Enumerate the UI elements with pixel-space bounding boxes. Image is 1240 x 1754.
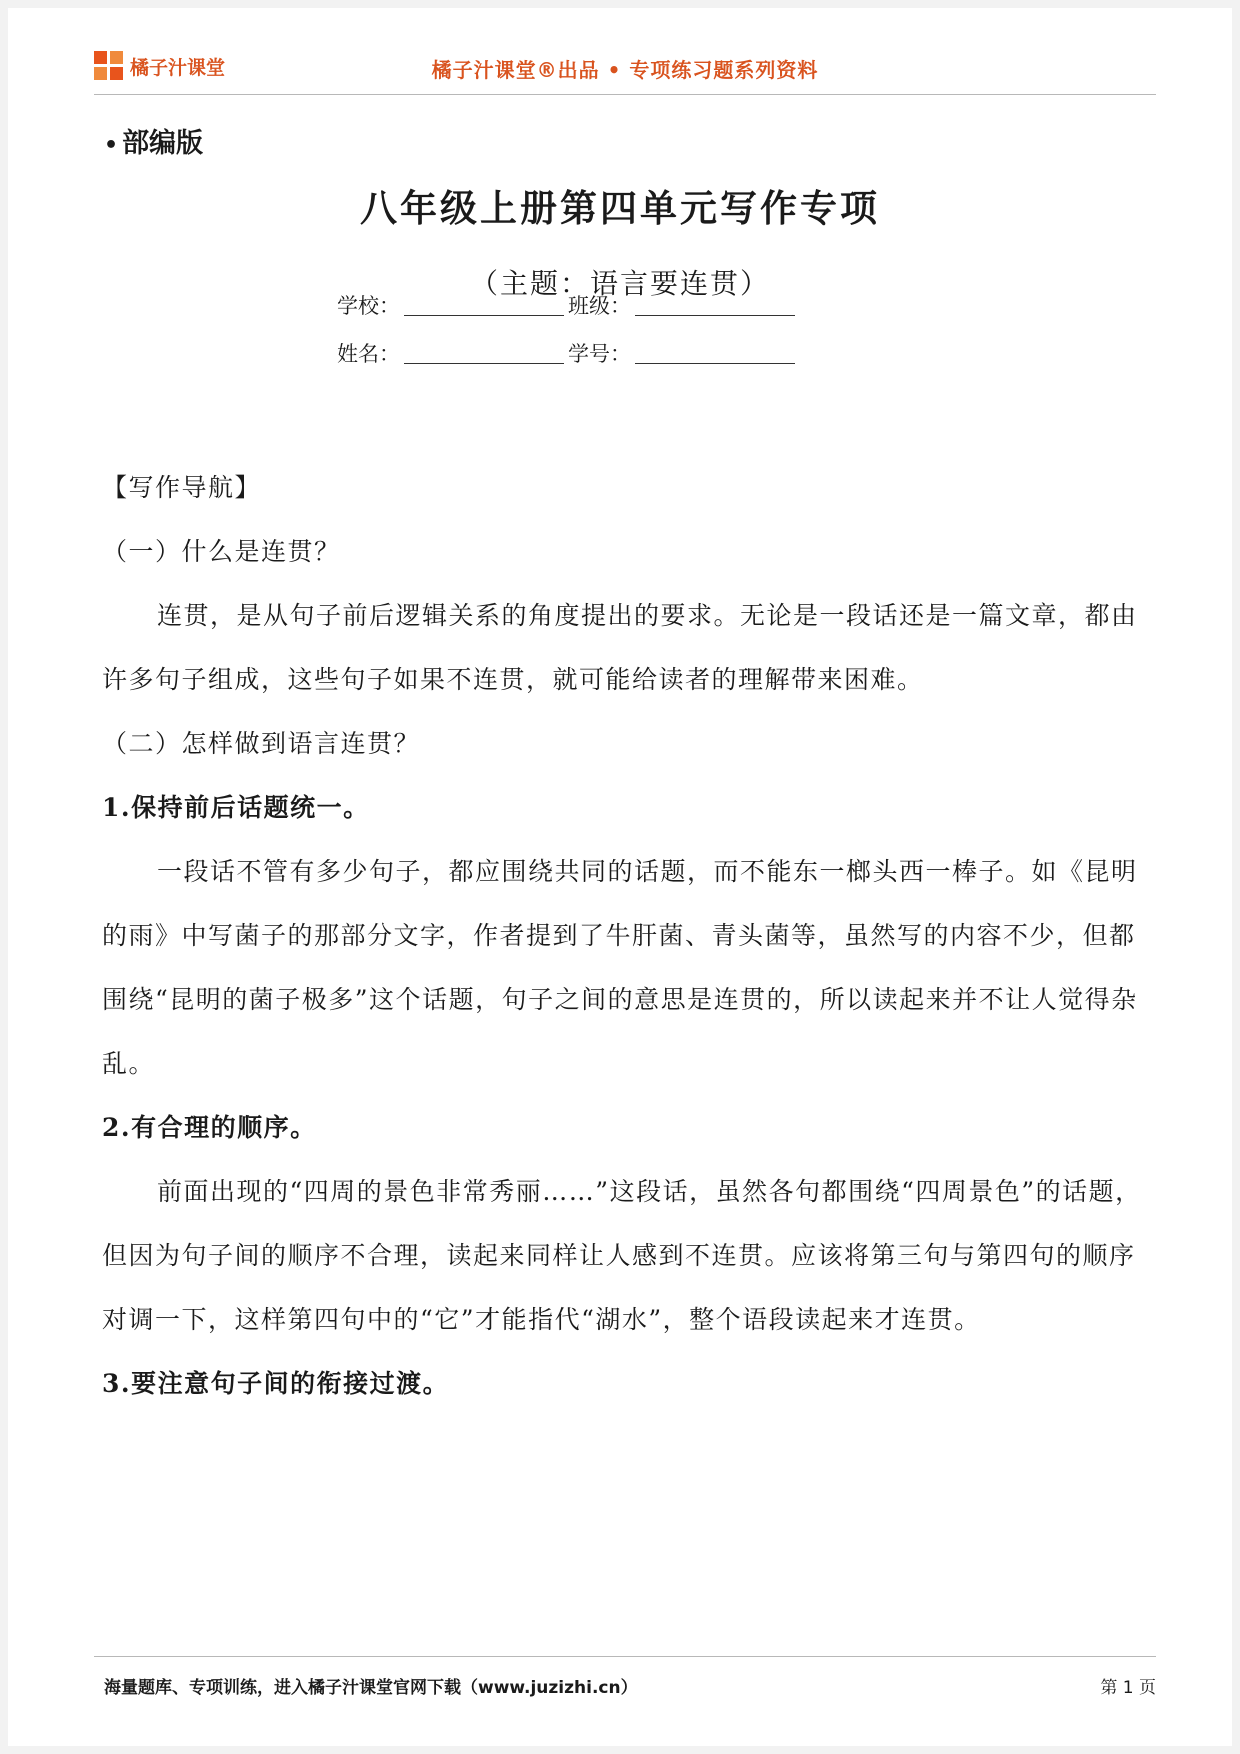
class-blank [635,314,795,316]
edition-label [104,121,203,160]
page-number: 第 1 页 [1100,1678,1156,1698]
paragraph-order: 前面出现的“四周的景色非常秀丽……”这段话，虽然各句都围绕“四周景色”的话题，但因为句子间的顺序不合理，读起来同样让人感到不连贯。应该将第三句与第四句的顺序对调一下，这样第四句中的“它”才能指代“湖水”，整个语段读起来才连贯。 [102,1177,1142,1334]
document-subtitle: （主题：语言要连贯） [469,267,770,300]
school-field [337,286,564,320]
name-label: 姓名： [337,342,400,366]
number-field [568,334,795,368]
paragraph-definition: 连贯，是从句子前后逻辑关系的角度提出的要求。无论是一段话还是一篇文章，都由许多句子组成，这些句子如果不连贯，就可能给读者的理解带来困难。 [102,601,1138,694]
question-one: （一）什么是连贯？ [102,537,341,566]
number-label: 学号： [568,342,631,366]
main-content [102,456,1152,1416]
name-field [337,334,564,368]
name-blank [404,362,564,364]
bullet-icon: • [104,133,119,158]
header-title: 橘子汁课堂®出品 • 专项练习题系列资料 [431,58,819,82]
school-blank [404,314,564,316]
page-footer [94,1656,1156,1698]
logo-text: 橘子汁课堂 [130,56,226,79]
number-blank [635,362,795,364]
point-heading-1: 1.保持前后话题统一。 [102,793,370,822]
document-title: 八年级上册第四单元写作专项 [360,186,880,230]
point-heading-3: 3.要注意句子间的衔接过渡。 [102,1369,450,1398]
class-field [568,286,795,320]
footer-website-text: 海量题库、专项训练，进入橘子汁课堂官网下载（www.juzizhi.cn） [104,1678,638,1698]
school-label: 学校： [337,294,400,318]
class-label: 班级： [568,294,631,318]
section-heading: 【写作导航】 [102,473,262,502]
point-heading-2: 2.有合理的顺序。 [102,1113,317,1142]
paragraph-topic-unity: 一段话不管有多少句子，都应围绕共同的话题，而不能东一榔头西一棒子。如《昆明的雨》中写菌子的那部分文字，作者提到了牛肝菌、青头菌等，虽然写的内容不少，但都围绕“昆明的菌子极多”这个话题，句子之间的意思是连贯的，所以读起来并不让人觉得杂乱。 [102,857,1138,1078]
document-page [8,8,1232,1746]
edition-text: 部编版 [122,128,204,159]
page-header [94,44,1156,95]
question-two: （二）怎样做到语言连贯？ [102,729,421,758]
